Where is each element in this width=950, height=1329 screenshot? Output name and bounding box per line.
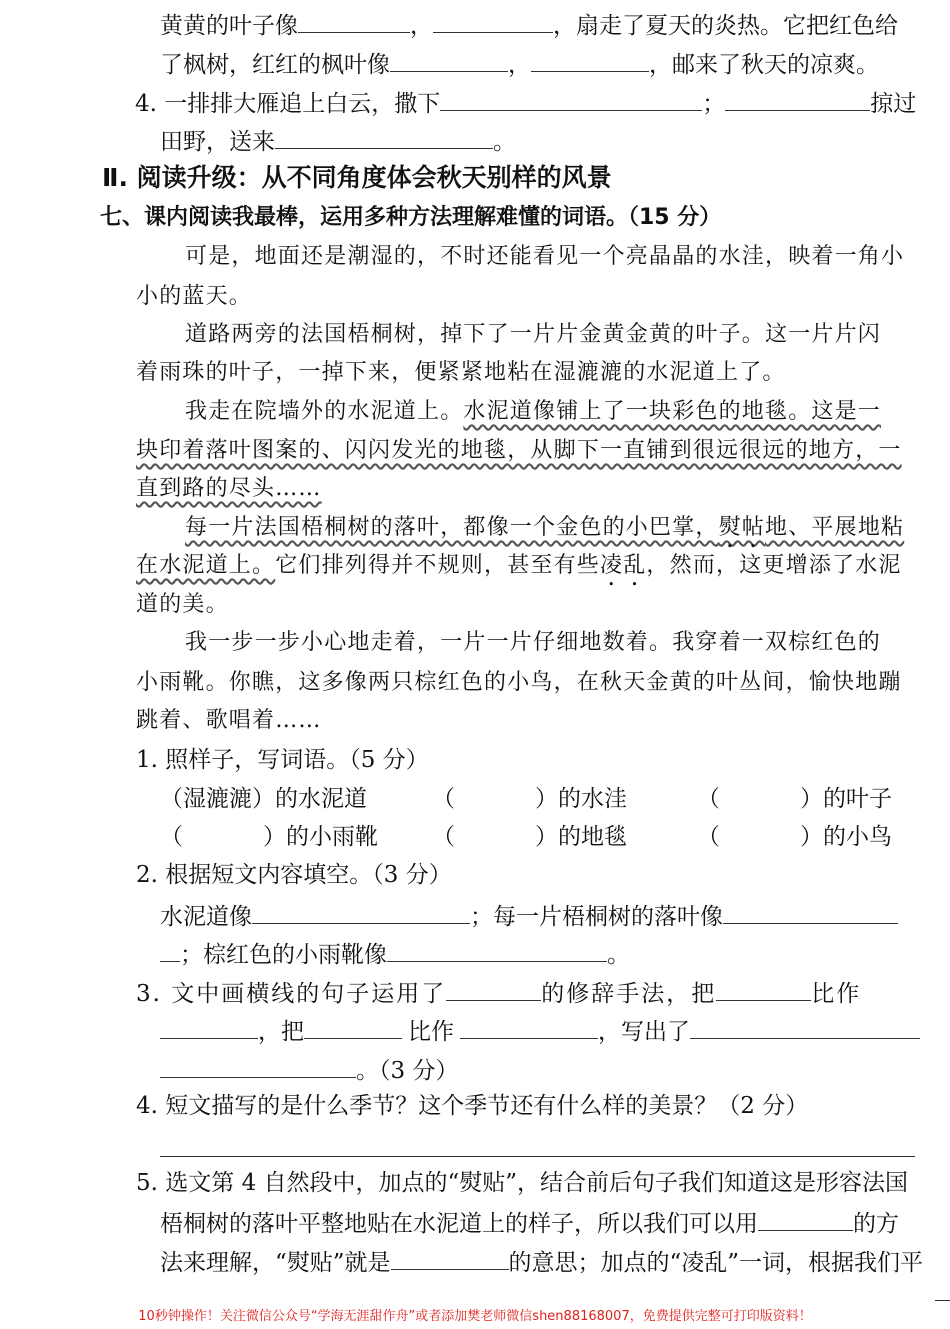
dotted-word: 凌乱 <box>600 553 647 578</box>
wavy-underlined-sentence: 在水泥道上。 <box>136 553 276 578</box>
question-5: 5. 选文第 4 自然段中，加点的“熨贴”，结合前后句子我们知道这是形容法国 <box>136 1170 909 1196</box>
answer-blank[interactable] <box>716 976 811 1001</box>
page-edge-mark <box>935 1300 950 1301</box>
answer-blank[interactable] <box>725 86 870 111</box>
question-1-title: 1. 照样子，写词语。（5 分） <box>136 747 429 773</box>
text-line: 梧桐树的落叶平整地贴在水泥道上的样子，所以我们可以用 的方 <box>160 1206 899 1239</box>
answer-blank[interactable] <box>460 1014 598 1039</box>
word-blank[interactable]: （ ）的水洼 <box>432 786 627 812</box>
question-7-title: 七、课内阅读我最棒，运用多种方法理解难懂的词语。（15 分） <box>100 205 722 230</box>
answer-blank[interactable] <box>723 899 898 924</box>
answer-blank[interactable] <box>433 8 553 33</box>
question-4-top: 4. 一排排大雁追上白云，撒下 ； 掠过 <box>135 86 916 119</box>
answer-blank[interactable] <box>160 1014 258 1039</box>
answer-blank[interactable] <box>446 976 541 1001</box>
text-line: 法来理解，“熨贴”就是 的意思；加点的“凌乱”一词，根据我们平 <box>160 1245 923 1278</box>
answer-blank[interactable] <box>390 47 508 72</box>
question-3: 3. 文中画横线的句子运用了 的修辞手法，把 比作 <box>136 976 861 1009</box>
section-title: Ⅱ. 阅读升级：从不同角度体会秋天别样的风景 <box>102 163 612 192</box>
passage-line: 小的蓝天。 <box>136 284 253 309</box>
passage-line: 在水泥道上。它们排列得并不规则，甚至有些凌乱，然而，这更增添了水泥 <box>136 553 902 578</box>
word-blank[interactable]: （ ）的地毯 <box>432 824 627 850</box>
text-line: 了枫树，红红的枫叶像 ， ，邮来了秋天的凉爽。 <box>160 47 879 80</box>
text-line: 。（3 分） <box>160 1053 458 1086</box>
answer-blank[interactable] <box>160 937 180 962</box>
answer-blank[interactable] <box>391 1245 509 1270</box>
answer-blank[interactable] <box>252 899 470 924</box>
wavy-underlined-sentence: 水泥道像铺上了一块彩色的地毯。这是一 <box>463 399 882 424</box>
text-line: 水泥道像 ；每一片梧桐树的落叶像 <box>160 899 898 932</box>
answer-blank[interactable] <box>298 8 410 33</box>
answer-blank[interactable] <box>440 86 702 111</box>
question-4-title: 4. 短文描写的是什么季节？这个季节还有什么样的美景？（2 分） <box>136 1093 809 1119</box>
wavy-underlined-sentence: 直到路的尽头…… <box>136 476 322 501</box>
passage-line: 跳着、歌唱着…… <box>136 708 322 733</box>
passage-line: 小雨靴。你瞧，这多像两只棕红色的小鸟，在秋天金黄的叶丛间，愉快地蹦 <box>136 670 902 695</box>
word-blank[interactable]: （ ）的叶子 <box>697 786 892 812</box>
dotted-word: 熨帖 <box>718 515 766 540</box>
answer-blank[interactable] <box>690 1014 920 1039</box>
answer-blank[interactable] <box>275 124 493 149</box>
promo-footer: 10秒钟操作！关注微信公众号“学海无涯甜作舟”或者添加樊老师微信shen88168007，免费提供完整可打印版资料！ <box>138 1309 812 1324</box>
answer-blank[interactable] <box>758 1206 853 1231</box>
answer-blank[interactable] <box>160 1053 356 1078</box>
passage-line: 道的美。 <box>136 592 229 617</box>
answer-blank[interactable] <box>531 47 649 72</box>
passage-line: 我一步一步小心地走着，一片一片仔细地数着。我穿着一双棕红色的 <box>185 630 882 655</box>
passage-line: 我走在院墙外的水泥道上。水泥道像铺上了一块彩色的地毯。这是一 <box>185 399 882 424</box>
passage-line: 道路两旁的法国梧桐树，掉下了一片片金黄金黄的叶子。这一片片闪 <box>185 322 882 347</box>
wavy-underlined-sentence: 每一片法国梧桐树的落叶，都像一个金色的小巴掌， <box>185 515 719 540</box>
text-line: ；棕红色的小雨靴像 。 <box>160 937 630 970</box>
wavy-underlined-sentence: 块印着落叶图案的、闪闪发光的地毯，从脚下一直铺到很远很远的地方，一 <box>136 438 902 463</box>
answer-blank[interactable] <box>304 1014 402 1039</box>
answer-line[interactable] <box>160 1156 915 1157</box>
word-blank[interactable]: （ ）的小雨靴 <box>160 824 378 850</box>
text-line: 田野，送来 。 <box>160 124 516 157</box>
passage-line: 每一片法国梧桐树的落叶，都像一个金色的小巴掌，熨帖地、平展地粘 <box>185 515 905 540</box>
passage-line: 着雨珠的叶子，一掉下来，便紧紧地粘在湿漉漉的水泥道上了。 <box>136 360 786 385</box>
word-example: （湿漉漉）的水泥道 <box>160 786 367 812</box>
answer-blank[interactable] <box>387 937 607 962</box>
question-2-title: 2. 根据短文内容填空。（3 分） <box>136 862 452 888</box>
text-line: ，把 比作 ，写出了 <box>160 1014 920 1047</box>
text-line: 黄黄的叶子像 ， ，扇走了夏天的炎热。它把红色给 <box>160 8 898 41</box>
passage-line: 可是，地面还是潮湿的，不时还能看见一个亮晶晶的水洼，映着一角小 <box>185 244 905 269</box>
word-blank[interactable]: （ ）的小鸟 <box>697 824 892 850</box>
